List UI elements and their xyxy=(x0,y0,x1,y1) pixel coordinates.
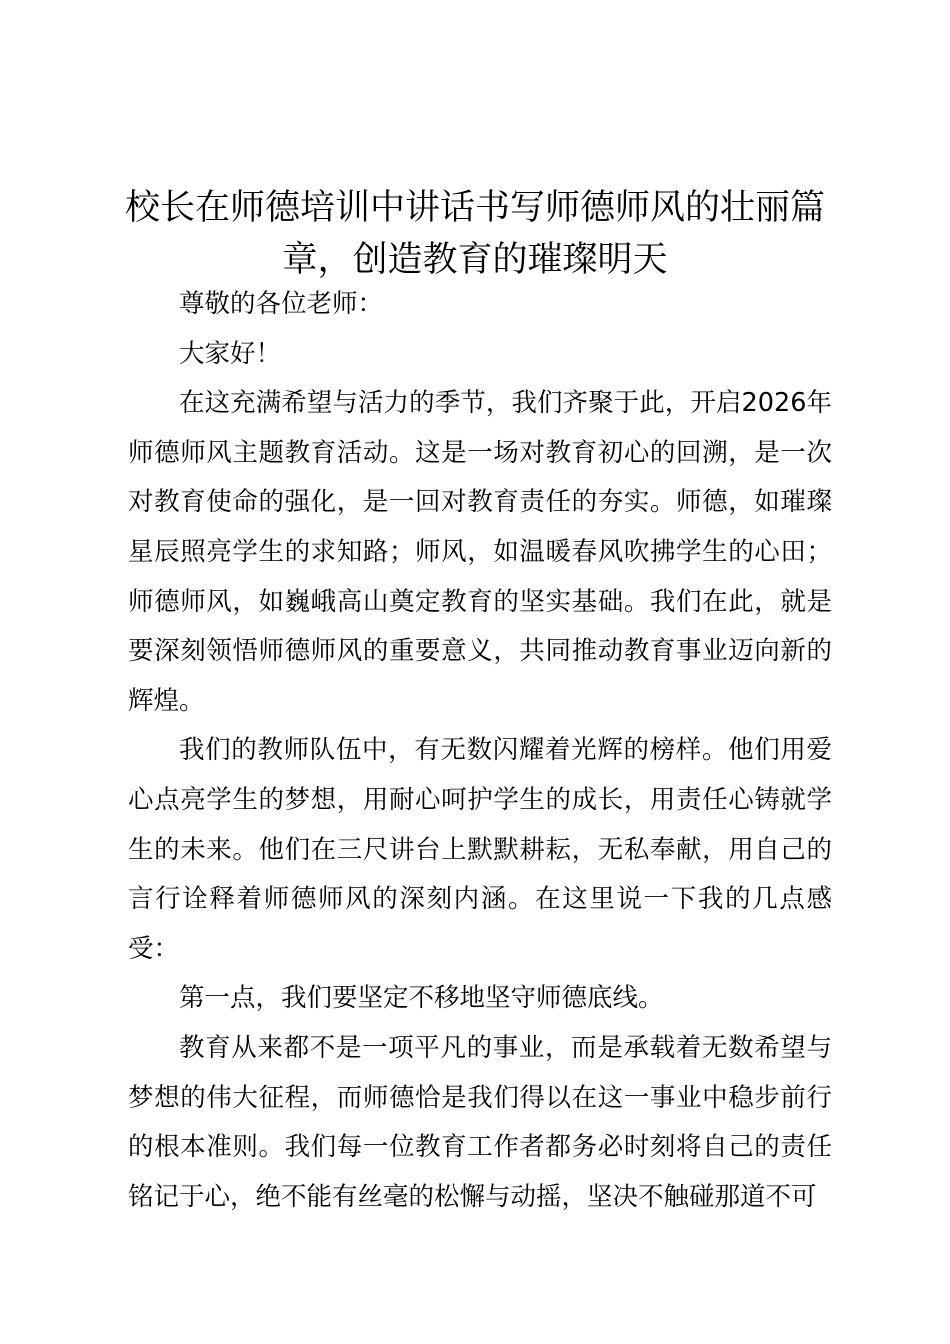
document-body xyxy=(128,280,832,1222)
paragraph: 在这充满希望与活力的季节，我们齐聚于此，开启2026年师德师风主题教育活动。这是一场对教育初心的回溯，是一次对教育使命的强化，是一回对教育责任的夯实。师德，如璀璨星辰照亮学生的求知路；师风，如温暖春风吹拂学生的心田；师德师风，如巍峨高山奠定教育的坚实基础。我们在此，就是要深刻领悟师德师风的重要意义，共同推动教育事业迈向新的辉煌。 xyxy=(128,388,832,716)
document-title: 校长在师德培训中讲话书写师德师风的壮丽篇章，创造教育的璀璨明天 xyxy=(124,188,825,280)
paragraph: 我们的教师队伍中，有无数闪耀着光辉的榜样。他们用爱心点亮学生的梦想，用耐心呵护学生的成长，用责任心铸就学生的未来。他们在三尺讲台上默默耕耘，无私奉献，用自己的言行诠释着师德师风的深刻内涵。在这里说一下我的几点感受： xyxy=(128,735,832,964)
paragraph: 教育从来都不是一项平凡的事业，而是承载着无数希望与梦想的伟大征程，而师德恰是我们得以在这一事业中稳步前行的根本准则。我们每一位教育工作者都务必时刻将自己的责任铭记于心，绝不能有丝毫的松懈与动摇，坚决不触碰那道不可 xyxy=(128,1032,832,1212)
point-heading: 第一点，我们要坚定不移地坚守师德底线。 xyxy=(179,983,664,1014)
greeting: 大家好！ xyxy=(179,338,282,369)
salutation: 尊敬的各位老师： xyxy=(179,289,384,319)
